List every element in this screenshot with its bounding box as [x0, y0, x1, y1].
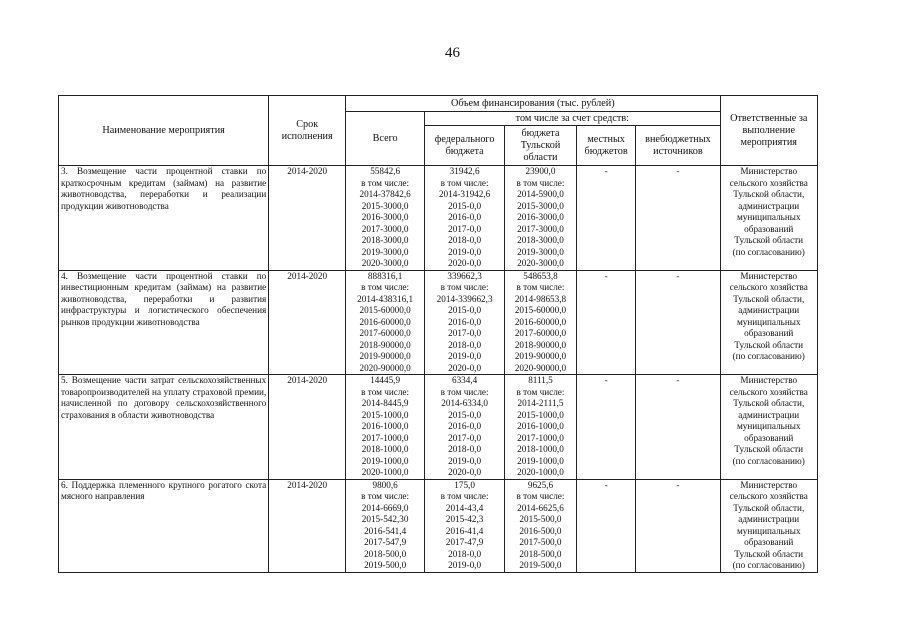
measure-name: 4. Возмещение части процентной ставки по инвестиционным кредитам (займам) на развитие животноводства, переработки и развития инфраструктуры и логистического обеспечения рынков продукции животноводства	[59, 270, 269, 375]
regional-value: в том числе:	[516, 177, 565, 188]
federal-value: 2016-0,0	[448, 421, 482, 431]
total-value: 2020-3000,0	[361, 258, 409, 268]
total-value: 2016-1000,0	[361, 421, 409, 431]
federal-value: 2017-0,0	[448, 432, 482, 443]
total-value: 55842,6	[370, 166, 401, 176]
regional-value: 2014-2111,5	[517, 398, 564, 408]
regional-value: 2016-3000,0	[517, 212, 564, 222]
federal-amounts	[425, 166, 505, 271]
federal-value: 2014-43,4	[445, 502, 484, 513]
regional-value: 2017-3000,0	[517, 223, 564, 234]
regional-value: 2016-1000,0	[517, 421, 564, 431]
total-value: 2018-500,0	[364, 548, 407, 559]
responsible-line: Тульской области,	[733, 293, 805, 304]
federal-value: 2020-0,0	[448, 258, 482, 268]
measure-name: 6. Поддержка племенного крупного рогатого скота мясного направления	[59, 479, 269, 572]
responsible-line: образований	[744, 432, 794, 443]
responsible-parties	[720, 375, 818, 480]
responsible-line: Тульской области,	[733, 398, 805, 408]
total-value: 2018-1000,0	[361, 444, 409, 454]
federal-value: 2020-0,0	[448, 467, 482, 477]
col-incl-header: том числе за счет средств:	[425, 112, 720, 126]
regional-value: 2017-1000,0	[517, 432, 564, 443]
responsible-line: Тульской области	[734, 235, 804, 245]
responsible-line: Министерство	[740, 375, 798, 385]
regional-value: 2018-3000,0	[517, 235, 564, 245]
col-total-header: Всего	[346, 112, 425, 166]
federal-value: 2016-0,0	[448, 316, 482, 327]
regional-value: 2014-5900,0	[517, 189, 564, 199]
federal-value: 2018-0,0	[448, 548, 482, 559]
federal-value: 2016-0,0	[448, 212, 482, 222]
federal-value: в том числе:	[440, 177, 489, 188]
table-body	[59, 166, 818, 573]
table-header	[59, 96, 818, 166]
responsible-line: Министерство	[740, 166, 798, 176]
total-value: в том числе:	[361, 282, 410, 292]
total-value: в том числе:	[361, 491, 410, 501]
responsible-line: (по согласованию)	[732, 455, 805, 466]
federal-value: 2015-0,0	[448, 305, 482, 315]
offbudget-amount: -	[636, 270, 720, 375]
col-local-header: местных бюджетов	[576, 126, 635, 166]
responsible-line: Тульской области	[734, 548, 804, 559]
measure-name: 3. Возмещение части процентной ставки по краткосрочным кредитам (займам) на развитие животноводства, переработки и реализации продукции животноводства	[59, 166, 269, 271]
measure-period: 2014-2020	[269, 375, 346, 480]
responsible-line: Тульской области,	[733, 502, 805, 513]
responsible-line: администрации	[738, 200, 800, 211]
federal-value: 2020-0,0	[448, 362, 482, 373]
total-value: 2014-6669,0	[361, 502, 409, 513]
col-funding-header: Объем финансирования (тыс. рублей)	[346, 96, 720, 112]
regional-value: 2020-1000,0	[517, 467, 564, 477]
federal-value: 2016-41,4	[445, 525, 484, 536]
regional-value: 548653,8	[523, 270, 558, 281]
regional-value: 2018-1000,0	[517, 444, 564, 454]
table-row	[59, 270, 818, 375]
total-value: 2014-8445,9	[361, 398, 409, 408]
total-value: 2015-542,30	[361, 514, 409, 524]
responsible-line: (по согласованию)	[732, 351, 805, 361]
responsible-line: муниципальных	[736, 316, 801, 327]
federal-amounts	[425, 270, 505, 375]
total-value: 2020-1000,0	[361, 467, 409, 477]
responsible-line: администрации	[738, 514, 800, 524]
local-amount: -	[576, 166, 635, 271]
federal-value: 2015-0,0	[448, 200, 482, 211]
regional-value: 2015-1000,0	[517, 409, 564, 420]
total-value: 2018-90000,0	[359, 339, 411, 350]
measure-period: 2014-2020	[269, 166, 346, 271]
regional-amounts	[505, 166, 577, 271]
federal-value: в том числе:	[440, 491, 489, 501]
responsible-line: (по согласованию)	[732, 560, 805, 570]
local-amount: -	[576, 270, 635, 375]
page-number: 46	[445, 45, 460, 61]
total-value: 2020-90000,0	[359, 362, 411, 373]
total-value: 2015-60000,0	[359, 305, 411, 315]
total-value: 2014-37842,6	[359, 189, 411, 199]
federal-value: 2015-42,3	[445, 514, 484, 524]
total-value: 9800,6	[372, 479, 398, 490]
responsible-line: образований	[744, 223, 794, 234]
federal-value: 2018-0,0	[448, 444, 482, 454]
federal-value: 2017-47,9	[445, 537, 484, 547]
total-value: 888316,1	[367, 270, 403, 281]
responsible-line: Министерство	[740, 270, 798, 281]
regional-amounts	[505, 375, 577, 480]
federal-value: 2015-0,0	[448, 409, 482, 420]
federal-value: 2019-0,0	[448, 351, 482, 361]
regional-value: 2015-60000,0	[514, 305, 567, 315]
responsible-line: Тульской области	[734, 444, 804, 454]
regional-value: 2019-1000,0	[517, 455, 564, 466]
total-value: 2018-3000,0	[361, 235, 409, 245]
total-value: 2017-60000,0	[359, 328, 411, 338]
responsible-parties	[720, 479, 818, 572]
federal-value: 2017-0,0	[448, 223, 482, 234]
financing-table	[58, 95, 818, 573]
regional-value: 9625,6	[527, 479, 554, 490]
regional-value: 2019-90000,0	[514, 351, 567, 361]
col-offbudget-header: внебюджетных источников	[636, 126, 720, 166]
responsible-line: администрации	[738, 305, 800, 315]
federal-value: в том числе:	[440, 282, 489, 292]
regional-value: в том числе:	[516, 386, 565, 397]
responsible-line: сельского хозяйства	[729, 386, 808, 397]
federal-value: 2014-31942,6	[438, 189, 491, 199]
total-value: в том числе:	[361, 386, 410, 397]
total-value: 2017-3000,0	[361, 223, 409, 234]
regional-value: 2019-500,0	[519, 560, 562, 570]
total-value: 2014-438316,1	[357, 293, 414, 304]
responsible-line: муниципальных	[736, 421, 801, 431]
measure-period: 2014-2020	[269, 270, 346, 375]
federal-value: 2018-0,0	[448, 235, 482, 245]
regional-amounts	[505, 479, 577, 572]
responsible-line: сельского хозяйства	[729, 491, 808, 501]
regional-value: 2019-3000,0	[517, 246, 564, 257]
total-value: 2016-3000,0	[361, 212, 409, 222]
federal-value: 2017-0,0	[448, 328, 482, 338]
total-amounts	[346, 375, 425, 480]
total-value: 2017-1000,0	[361, 432, 409, 443]
measure-period: 2014-2020	[269, 479, 346, 572]
total-value: 2016-60000,0	[359, 316, 411, 327]
col-regional-header: бюджета Тульской области	[505, 126, 577, 166]
regional-value: 2016-500,0	[519, 525, 562, 536]
responsible-line: сельского хозяйства	[729, 177, 808, 188]
regional-value: 2015-500,0	[519, 514, 562, 524]
total-amounts	[346, 166, 425, 271]
total-value: 2017-547,9	[364, 537, 407, 547]
col-federal-header: федерального бюджета	[425, 126, 505, 166]
total-value: 14445,9	[370, 375, 401, 385]
regional-value: 2014-6625,6	[517, 502, 564, 513]
federal-value: 2019-0,0	[448, 246, 482, 257]
total-amounts	[346, 270, 425, 375]
regional-value: в том числе:	[516, 282, 565, 292]
table-row	[59, 166, 818, 271]
responsible-line: Тульской области,	[733, 189, 805, 199]
responsible-line: образований	[744, 537, 794, 547]
responsible-line: муниципальных	[736, 525, 801, 536]
total-value: 2015-3000,0	[361, 200, 409, 211]
federal-amounts	[425, 375, 505, 480]
federal-value: 2019-0,0	[448, 455, 482, 466]
col-name-header: Наименование мероприятия	[59, 96, 269, 166]
table-row	[59, 479, 818, 572]
total-value: в том числе:	[361, 177, 410, 188]
responsible-line: образований	[744, 328, 794, 338]
measure-name: 5. Возмещение части затрат сельскохозяйственных товаропроизводителей на уплату страховой премии, начисленной по договору сельскохозяйственного страхования в области животноводства	[59, 375, 269, 480]
regional-value: 2014-98653,8	[514, 293, 567, 304]
regional-value: 23900,0	[525, 166, 556, 176]
local-amount: -	[576, 479, 635, 572]
total-value: 2016-541,4	[364, 525, 407, 536]
federal-amounts	[425, 479, 505, 572]
responsible-parties	[720, 270, 818, 375]
regional-value: 2018-90000,0	[514, 339, 567, 350]
regional-amounts	[505, 270, 577, 375]
regional-value: 2018-500,0	[519, 548, 562, 559]
offbudget-amount: -	[636, 375, 720, 480]
federal-value: в том числе:	[440, 386, 489, 397]
regional-value: 2017-500,0	[519, 537, 562, 547]
total-value: 2019-500,0	[364, 560, 407, 570]
regional-value: 2020-90000,0	[514, 362, 567, 373]
table-row	[59, 375, 818, 480]
total-value: 2019-1000,0	[361, 455, 409, 466]
federal-value: 175,0	[454, 479, 475, 490]
federal-value: 339662,3	[447, 270, 482, 281]
total-value: 2019-3000,0	[361, 246, 409, 257]
federal-value: 6334,4	[451, 375, 478, 385]
responsible-line: муниципальных	[736, 212, 801, 222]
col-period-header: Срок исполнения	[269, 96, 346, 166]
regional-value: 8111,5	[528, 375, 553, 385]
offbudget-amount: -	[636, 479, 720, 572]
responsible-line: сельского хозяйства	[729, 282, 808, 292]
responsible-line: администрации	[738, 409, 800, 420]
responsible-line: Тульской области	[734, 339, 804, 350]
regional-value: 2015-3000,0	[517, 200, 564, 211]
federal-value: 2018-0,0	[448, 339, 482, 350]
federal-value: 2019-0,0	[448, 560, 482, 570]
local-amount: -	[576, 375, 635, 480]
col-responsible-header: Ответственные за выполнение мероприятия	[720, 96, 818, 166]
offbudget-amount: -	[636, 166, 720, 271]
total-value: 2019-90000,0	[359, 351, 411, 361]
total-amounts	[346, 479, 425, 572]
federal-value: 2014-6334,0	[441, 398, 488, 408]
regional-value: 2020-3000,0	[517, 258, 564, 268]
total-value: 2015-1000,0	[361, 409, 409, 420]
federal-value: 2014-339662,3	[436, 293, 493, 304]
responsible-parties	[720, 166, 818, 271]
regional-value: в том числе:	[516, 491, 565, 501]
regional-value: 2016-60000,0	[514, 316, 567, 327]
federal-value: 31942,6	[449, 166, 480, 176]
responsible-line: (по согласованию)	[732, 246, 805, 257]
responsible-line: Министерство	[740, 479, 798, 490]
regional-value: 2017-60000,0	[514, 328, 567, 338]
